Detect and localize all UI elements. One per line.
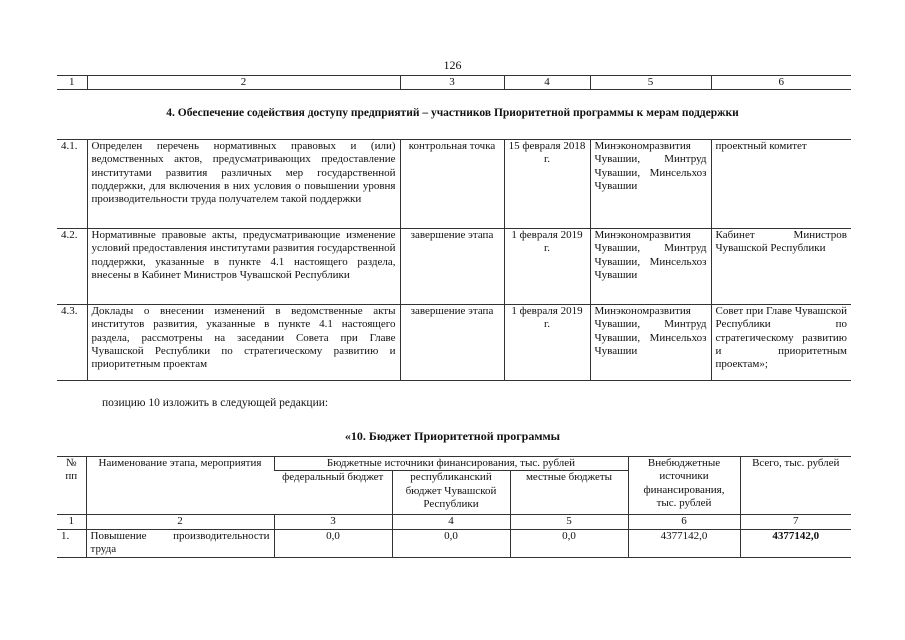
instruction-paragraph: позицию 10 изложить в следующей редакции: bbox=[102, 397, 329, 409]
row-description: Доклады о внесении изменений в ведомственные акты институтов развития, указанные в пункте 4.1 настоящего раздела, рассмотрены на заседании Совета при Главе Чувашской Республики по стратегическому развитию и приоритетным проектам bbox=[87, 305, 400, 381]
measures-table bbox=[57, 139, 851, 381]
row-responsible: Совет при Главе Чувашской Республики по стратегическому развитию и приоритетным проектам»; bbox=[711, 305, 851, 381]
row-executor: Минэкономразвития Чувашии, Минтруд Чувашии, Минсельхоз Чувашии bbox=[590, 140, 711, 229]
header-federal: федеральный бюджет bbox=[274, 471, 392, 515]
header-budget-sources: Бюджетные источники финансирования, тыс. рублей bbox=[274, 457, 628, 471]
col-number: 3 bbox=[400, 76, 504, 90]
table-row bbox=[57, 140, 851, 229]
row-type: контрольная точка bbox=[400, 140, 504, 229]
row-description: Определен перечень нормативных правовых и (или) ведомственных актов, предусматривающих предоставление институтами развития различных мер государственной поддержки, для включения в них условия о повышении уровня производительности труда получателем такой поддержки bbox=[87, 140, 400, 229]
budget-title: «10. Бюджет Приоритетной программы bbox=[344, 429, 561, 443]
row-date: 1 февраля 2019 г. bbox=[504, 229, 590, 305]
header-total: Всего, тыс. рублей bbox=[740, 457, 851, 515]
row-total: 4377142,0 bbox=[740, 529, 851, 557]
header-republic: республиканский бюджет Чувашской Республики bbox=[392, 471, 510, 515]
budget-table bbox=[57, 456, 851, 558]
row-number: 4.1. bbox=[57, 140, 87, 229]
col-number: 3 bbox=[274, 515, 392, 529]
col-number: 2 bbox=[87, 76, 400, 90]
table-row bbox=[57, 305, 851, 381]
row-name: Повышение производительности труда bbox=[86, 529, 274, 557]
row-republic: 0,0 bbox=[392, 529, 510, 557]
table-row bbox=[57, 529, 851, 557]
row-number: 4.3. bbox=[57, 305, 87, 381]
header-extrabudget: Внебюджетные источники финансирования, тыс. рублей bbox=[628, 457, 740, 515]
row-federal: 0,0 bbox=[274, 529, 392, 557]
header-num: № пп bbox=[57, 457, 86, 515]
col-number: 4 bbox=[504, 76, 590, 90]
row-executor: Минэкономразвития Чувашии, Минтруд Чувашии, Минсельхоз Чувашии bbox=[590, 305, 711, 381]
row-date: 15 февраля 2018 г. bbox=[504, 140, 590, 229]
row-type: завершение этапа bbox=[400, 305, 504, 381]
col-number: 5 bbox=[510, 515, 628, 529]
section-title: 4. Обеспечение содействия доступу предприятий – участников Приоритетной программы к мерам поддержки bbox=[166, 107, 739, 119]
col-number: 6 bbox=[711, 76, 851, 90]
row-date: 1 февраля 2019 г. bbox=[504, 305, 590, 381]
col-number: 1 bbox=[57, 76, 87, 90]
row-responsible: проектный комитет bbox=[711, 140, 851, 229]
row-number: 1. bbox=[57, 529, 86, 557]
col-number: 1 bbox=[57, 515, 86, 529]
header-name: Наименование этапа, мероприятия bbox=[86, 457, 274, 515]
row-description: Нормативные правовые акты, предусматривающие изменение условий предоставления институтами развития государственной поддержки, указанные в пункте 4.1 настоящего раздела, внесены в Кабинет Министров Чувашской Республики bbox=[87, 229, 400, 305]
col-number: 2 bbox=[86, 515, 274, 529]
col-number: 4 bbox=[392, 515, 510, 529]
col-number: 6 bbox=[628, 515, 740, 529]
table-row bbox=[57, 229, 851, 305]
header-local: местные бюджеты bbox=[510, 471, 628, 515]
row-local: 0,0 bbox=[510, 529, 628, 557]
col-number: 7 bbox=[740, 515, 851, 529]
col-number: 5 bbox=[590, 76, 711, 90]
row-responsible: Кабинет Министров Чувашской Республики bbox=[711, 229, 851, 305]
row-number: 4.2. bbox=[57, 229, 87, 305]
row-extrabudget: 4377142,0 bbox=[628, 529, 740, 557]
column-number-header bbox=[57, 75, 851, 90]
row-type: завершение этапа bbox=[400, 229, 504, 305]
page-number: 126 bbox=[443, 58, 462, 72]
row-executor: Минэкономразвития Чувашии, Минтруд Чувашии, Минсельхоз Чувашии bbox=[590, 229, 711, 305]
